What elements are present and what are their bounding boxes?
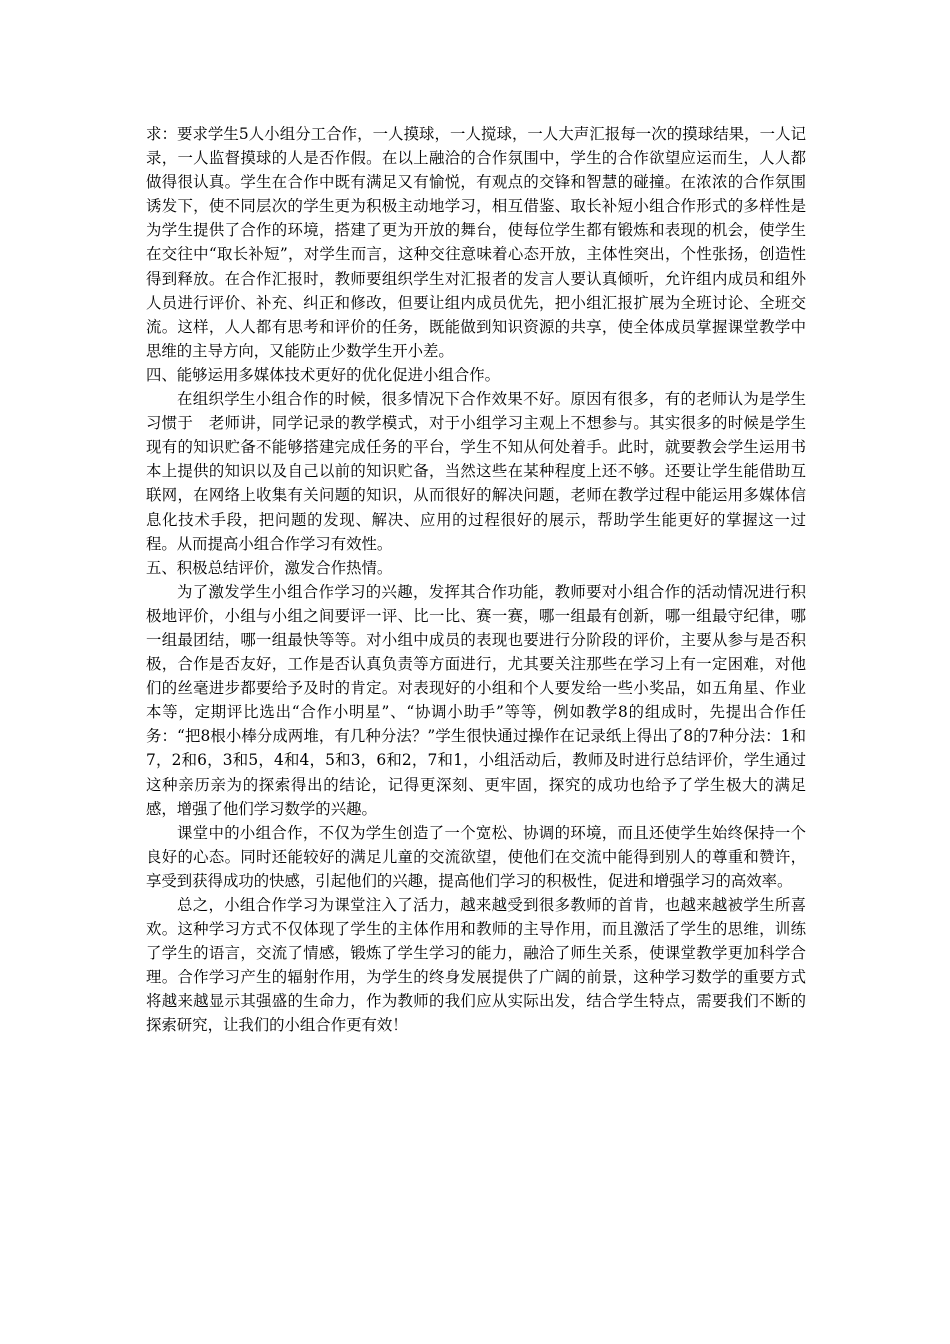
section-heading-5: 五、积极总结评价，激发合作热情。: [146, 558, 393, 577]
section-heading-4: 四、能够运用多媒体技术更好的优化促进小组合作。: [146, 365, 500, 384]
paragraph-section-5: 为了激发学生小组合作学习的兴趣，发挥其合作功能，教师要对小组合作的活动情况进行积极地评价，小组与小组之间要评一评、比一比、赛一赛，哪一组最有创新，哪一组最守纪律，哪一组最团结，哪一组最快等等。对小组中成员的表现也要进行分阶段的评价，主要从参与是否积极，合作是否友好，工作是否认真负责等方面进行，尤其要关注那些在学习上有一定困难，对他们的丝毫进步都要给予及时的肯定。对表现好的小组和个人要发给一些小奖品，如五角星、作业本等，定期评比选出“合作小明星”、“协调小助手”等等，例如教学8的组成时，先提出合作任务：“把8根小棒分成两堆，有几种分法？”学生很快通过操作在记录纸上得出了8的7种分法：1和7，2和6，3和5，4和4，5和3，6和2，7和1，小组活动后，教师及时进行总结评价，学生通过这种亲历亲为的探索得出的结论，记得更深刻、更牢固，探究的成功也给予了学生极大的满足感，增强了他们学习数学的兴趣。: [146, 582, 806, 818]
paragraph-summary-1: 课堂中的小组合作，不仅为学生创造了一个宽松、协调的环境，而且还使学生始终保持一个良好的心态。同时还能较好的满足儿童的交流欲望，使他们在交流中能得到别人的尊重和赞许，享受到获得成功的快感，引起他们的兴趣，提高他们学习的积极性，促进和增强学习的高效率。: [146, 823, 806, 890]
paragraph-continuation: 求：要求学生5人小组分工合作，一人摸球，一人搅球，一人大声汇报每一次的摸球结果，一人记录，一人监督摸球的人是否作假。在以上融洽的合作氛围中，学生的合作欲望应运而生，人人都做得很认真。学生在合作中既有满足又有愉悦，有观点的交锋和智慧的碰撞。在浓浓的合作氛围诱发下，使不同层次的学生更为积极主动地学习，相互借鉴、取长补短小组合作形式的多样性是为学生提供了合作的环境，搭建了更为开放的舞台，使每位学生都有锻炼和表现的机会，使学生在交往中“取长补短”，对学生而言，这种交往意味着心态开放，主体性突出，个性张扬，创造性得到释放。在合作汇报时，教师要组织学生对汇报者的发言人要认真倾听，允许组内成员和组外人员进行评价、补充、纠正和修改，但要让组内成员优先，把小组汇报扩展为全班讨论、全班交流。这样，人人都有思考和评价的任务，既能做到知识资源的共享，使全体成员掌握课堂教学中思维的主导方向，又能防止少数学生开小差。: [146, 125, 806, 360]
paragraph-summary-2: 总之，小组合作学习为课堂注入了活力，越来越受到很多教师的首肯，也越来越被学生所喜欢。这种学习方式不仅体现了学生的主体作用和教师的主导作用，而且激活了学生的思维，训练了学生的语言，交流了情感，锻炼了学生学习的能力，融洽了师生关系，使课堂教学更加科学合理。合作学习产生的辐射作用，为学生的终身发展提供了广阔的前景，这种学习数学的重要方式将越来越显示其强盛的生命力，作为教师的我们应从实际出发，结合学生特点，需要我们不断的探索研究，让我们的小组合作更有效！: [146, 896, 806, 1035]
paragraph-section-4: 在组织学生小组合作的时候，很多情况下合作效果不好。原因有很多，有的老师认为是学生 习惯于 老师讲，同学记录的教学模式，对于小组学习主观上不想参与。其实很多的时候是学生现有的知识贮备不能够搭建完成任务的平台，学生不知从何处着手。此时，就要教会学生运用书本上提供的知识以及自己以前的知识贮备，当然这些在某种程度上还不够。还要让学生能借助互联网，在网络上收集有关问题的知识，从而很好的解决问题，老师在教学过程中能运用多媒体信息化技术手段，把问题的发现、解决、应用的过程很好的展示，帮助学生能更好的掌握这一过程。从而提高小组合作学习有效性。: [146, 390, 822, 553]
document-body: [146, 122, 822, 1038]
